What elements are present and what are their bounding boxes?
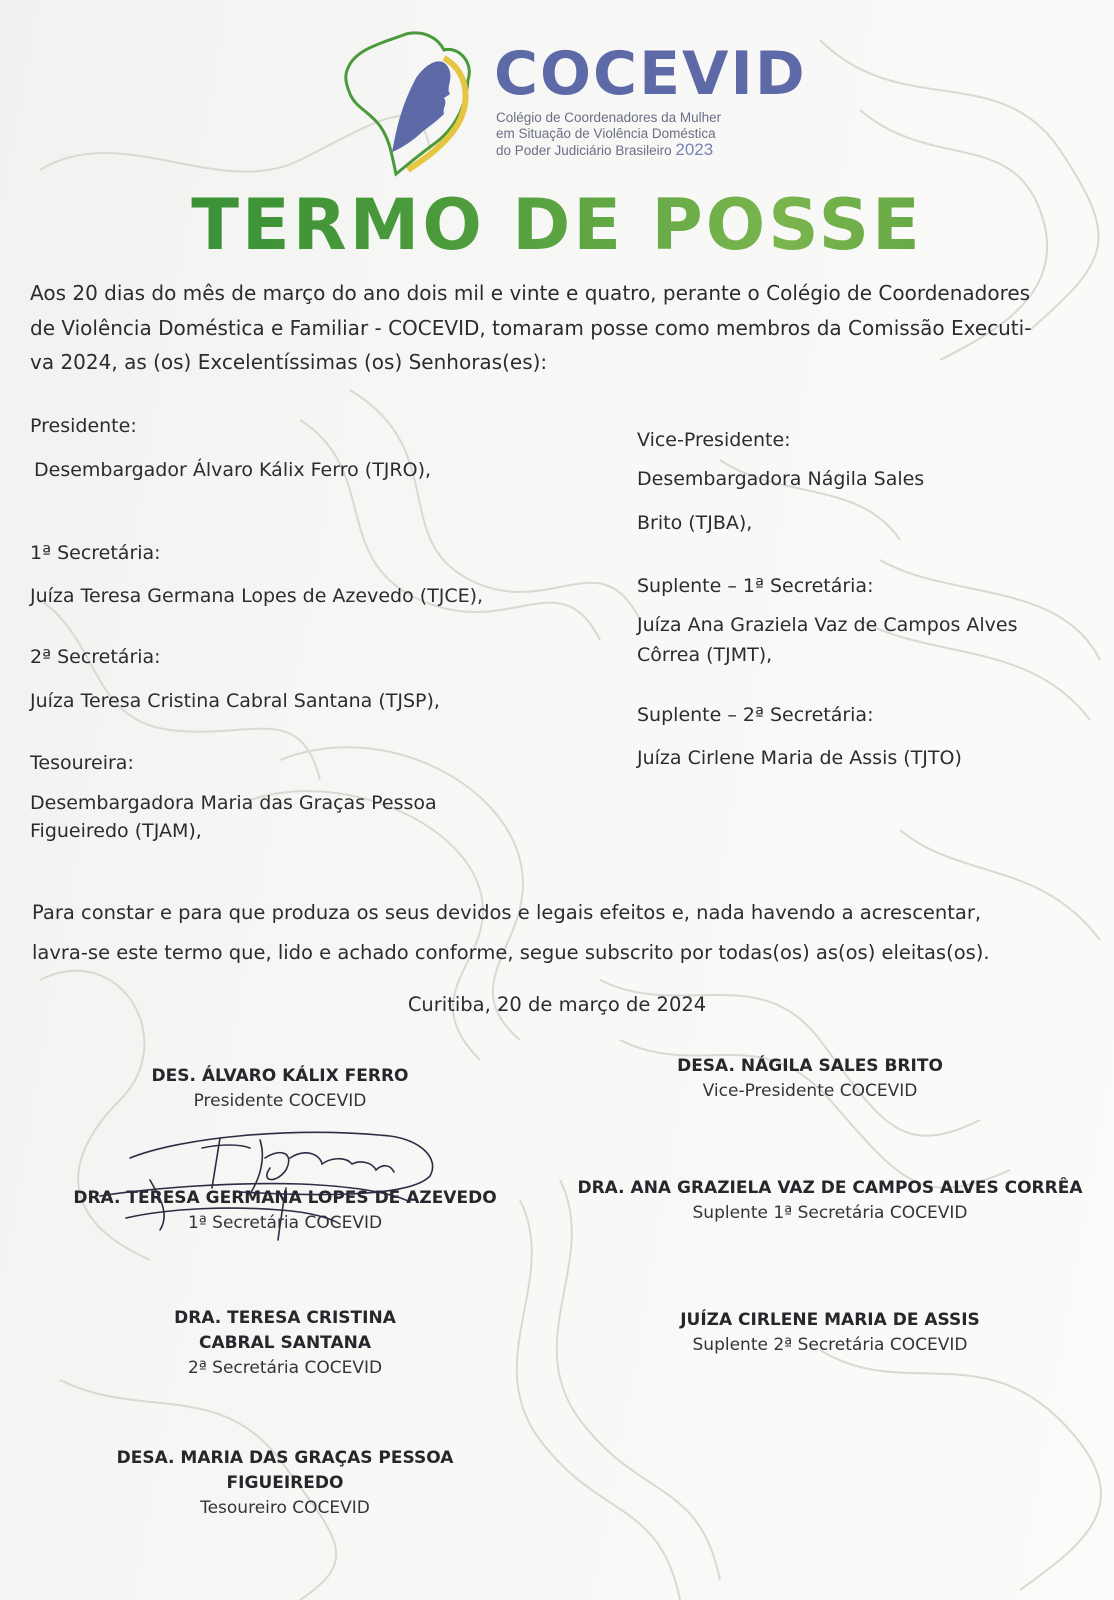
member-role: Suplente – 2ª Secretária: <box>637 704 874 726</box>
member-role: Presidente: <box>30 415 137 437</box>
member-name: Brito (TJBA), <box>637 512 753 534</box>
signatory-name: CABRAL SANTANA <box>198 1333 372 1353</box>
brand-name: COCEVID <box>494 39 807 109</box>
member-name: Juíza Teresa Cristina Cabral Santana (TJSP), <box>30 690 440 712</box>
signatory-name: JUÍZA CIRLENE MARIA DE ASSIS <box>680 1310 980 1330</box>
signatory-title: Vice-Presidente COCEVID <box>702 1081 918 1101</box>
intro-line: va 2024, as (os) Excelentíssimas (os) Senhoras(es): <box>30 350 548 374</box>
intro-line: de Violência Doméstica e Familiar - COCEVID, tomaram posse como membros da Comissão Executi- <box>30 315 1032 340</box>
member-role: 2ª Secretária: <box>30 646 161 668</box>
signature-block <box>130 1306 440 1381</box>
signature-block <box>570 1176 1090 1226</box>
signatory-name: DRA. TERESA GERMANA LOPES DE AZEVEDO <box>73 1188 497 1208</box>
signatory-name: FIGUEIREDO <box>226 1473 344 1493</box>
member-name: Côrrea (TJMT), <box>637 644 773 666</box>
member-name: Juíza Teresa Germana Lopes de Azevedo (TJCE), <box>30 585 484 607</box>
brand-year: 2023 <box>675 140 714 159</box>
closing-line: lavra-se este termo que, lido e achado conforme, segue subscrito por todas(os) as(os) eleitas(os). <box>32 941 990 964</box>
handwritten-signature <box>90 1118 450 1248</box>
signature-block <box>660 1308 1000 1358</box>
signature-block <box>120 1064 440 1114</box>
signatory-title: 2ª Secretária COCEVID <box>187 1358 383 1378</box>
brand-subtitle-line <box>496 142 796 159</box>
signatory-name: DRA. TERESA CRISTINA <box>174 1308 396 1328</box>
member-role: Tesoureira: <box>30 752 134 774</box>
signatory-title: Suplente 2ª Secretária COCEVID <box>692 1335 968 1355</box>
closing-paragraph <box>32 893 1090 973</box>
member-name: Desembargadora Maria das Graças Pessoa <box>30 792 437 814</box>
signatory-title: Suplente 1ª Secretária COCEVID <box>692 1203 968 1223</box>
member-role: Suplente – 1ª Secretária: <box>637 575 874 597</box>
signatory-title: Tesoureiro COCEVID <box>200 1498 370 1518</box>
member-name: Desembargador Álvaro Kálix Ferro (TJRO), <box>34 459 432 481</box>
signatory-title: Presidente COCEVID <box>193 1091 367 1111</box>
signature-block <box>650 1054 970 1104</box>
brand-subtitle <box>496 110 796 159</box>
member-name: Juíza Cirlene Maria de Assis (TJTO) <box>637 747 962 769</box>
signatory-name: DESA. NÁGILA SALES BRITO <box>677 1056 943 1076</box>
intro-line: Aos 20 dias do mês de março do ano dois mil e vinte e quatro, perante o Colégio de Coordenadores <box>30 281 1031 305</box>
signatory-name: DES. ÁLVARO KÁLIX FERRO <box>151 1066 409 1086</box>
signatory-title: 1ª Secretária COCEVID <box>187 1213 383 1233</box>
member-role: 1ª Secretária: <box>30 542 161 564</box>
closing-line: Para constar e para que produza os seus devidos e legais efeitos e, nada havendo a acrescentar, <box>32 901 982 924</box>
place-date: Curitiba, 20 de março de 2024 <box>407 993 707 1016</box>
member-role: Vice-Presidente: <box>637 429 791 451</box>
document-title: TERMO DE POSSE <box>0 185 1114 265</box>
brand-subtitle-line: em Situação de Violência Doméstica <box>496 126 716 141</box>
member-name: Juíza Ana Graziela Vaz de Campos Alves <box>637 614 1018 636</box>
signature-block <box>100 1446 470 1521</box>
signatory-name: DESA. MARIA DAS GRAÇAS PESSOA <box>116 1448 454 1468</box>
signatory-name: DRA. ANA GRAZIELA VAZ DE CAMPOS ALVES CORRÊA <box>577 1178 1083 1198</box>
member-name: Desembargadora Nágila Sales <box>637 468 925 490</box>
member-name: Figueiredo (TJAM), <box>30 820 202 842</box>
brand-subtitle-text: do Poder Judiciário Brasileiro <box>496 143 672 158</box>
brand-subtitle-line: Colégio de Coordenadores da Mulher <box>496 110 722 125</box>
intro-paragraph <box>30 276 1090 380</box>
